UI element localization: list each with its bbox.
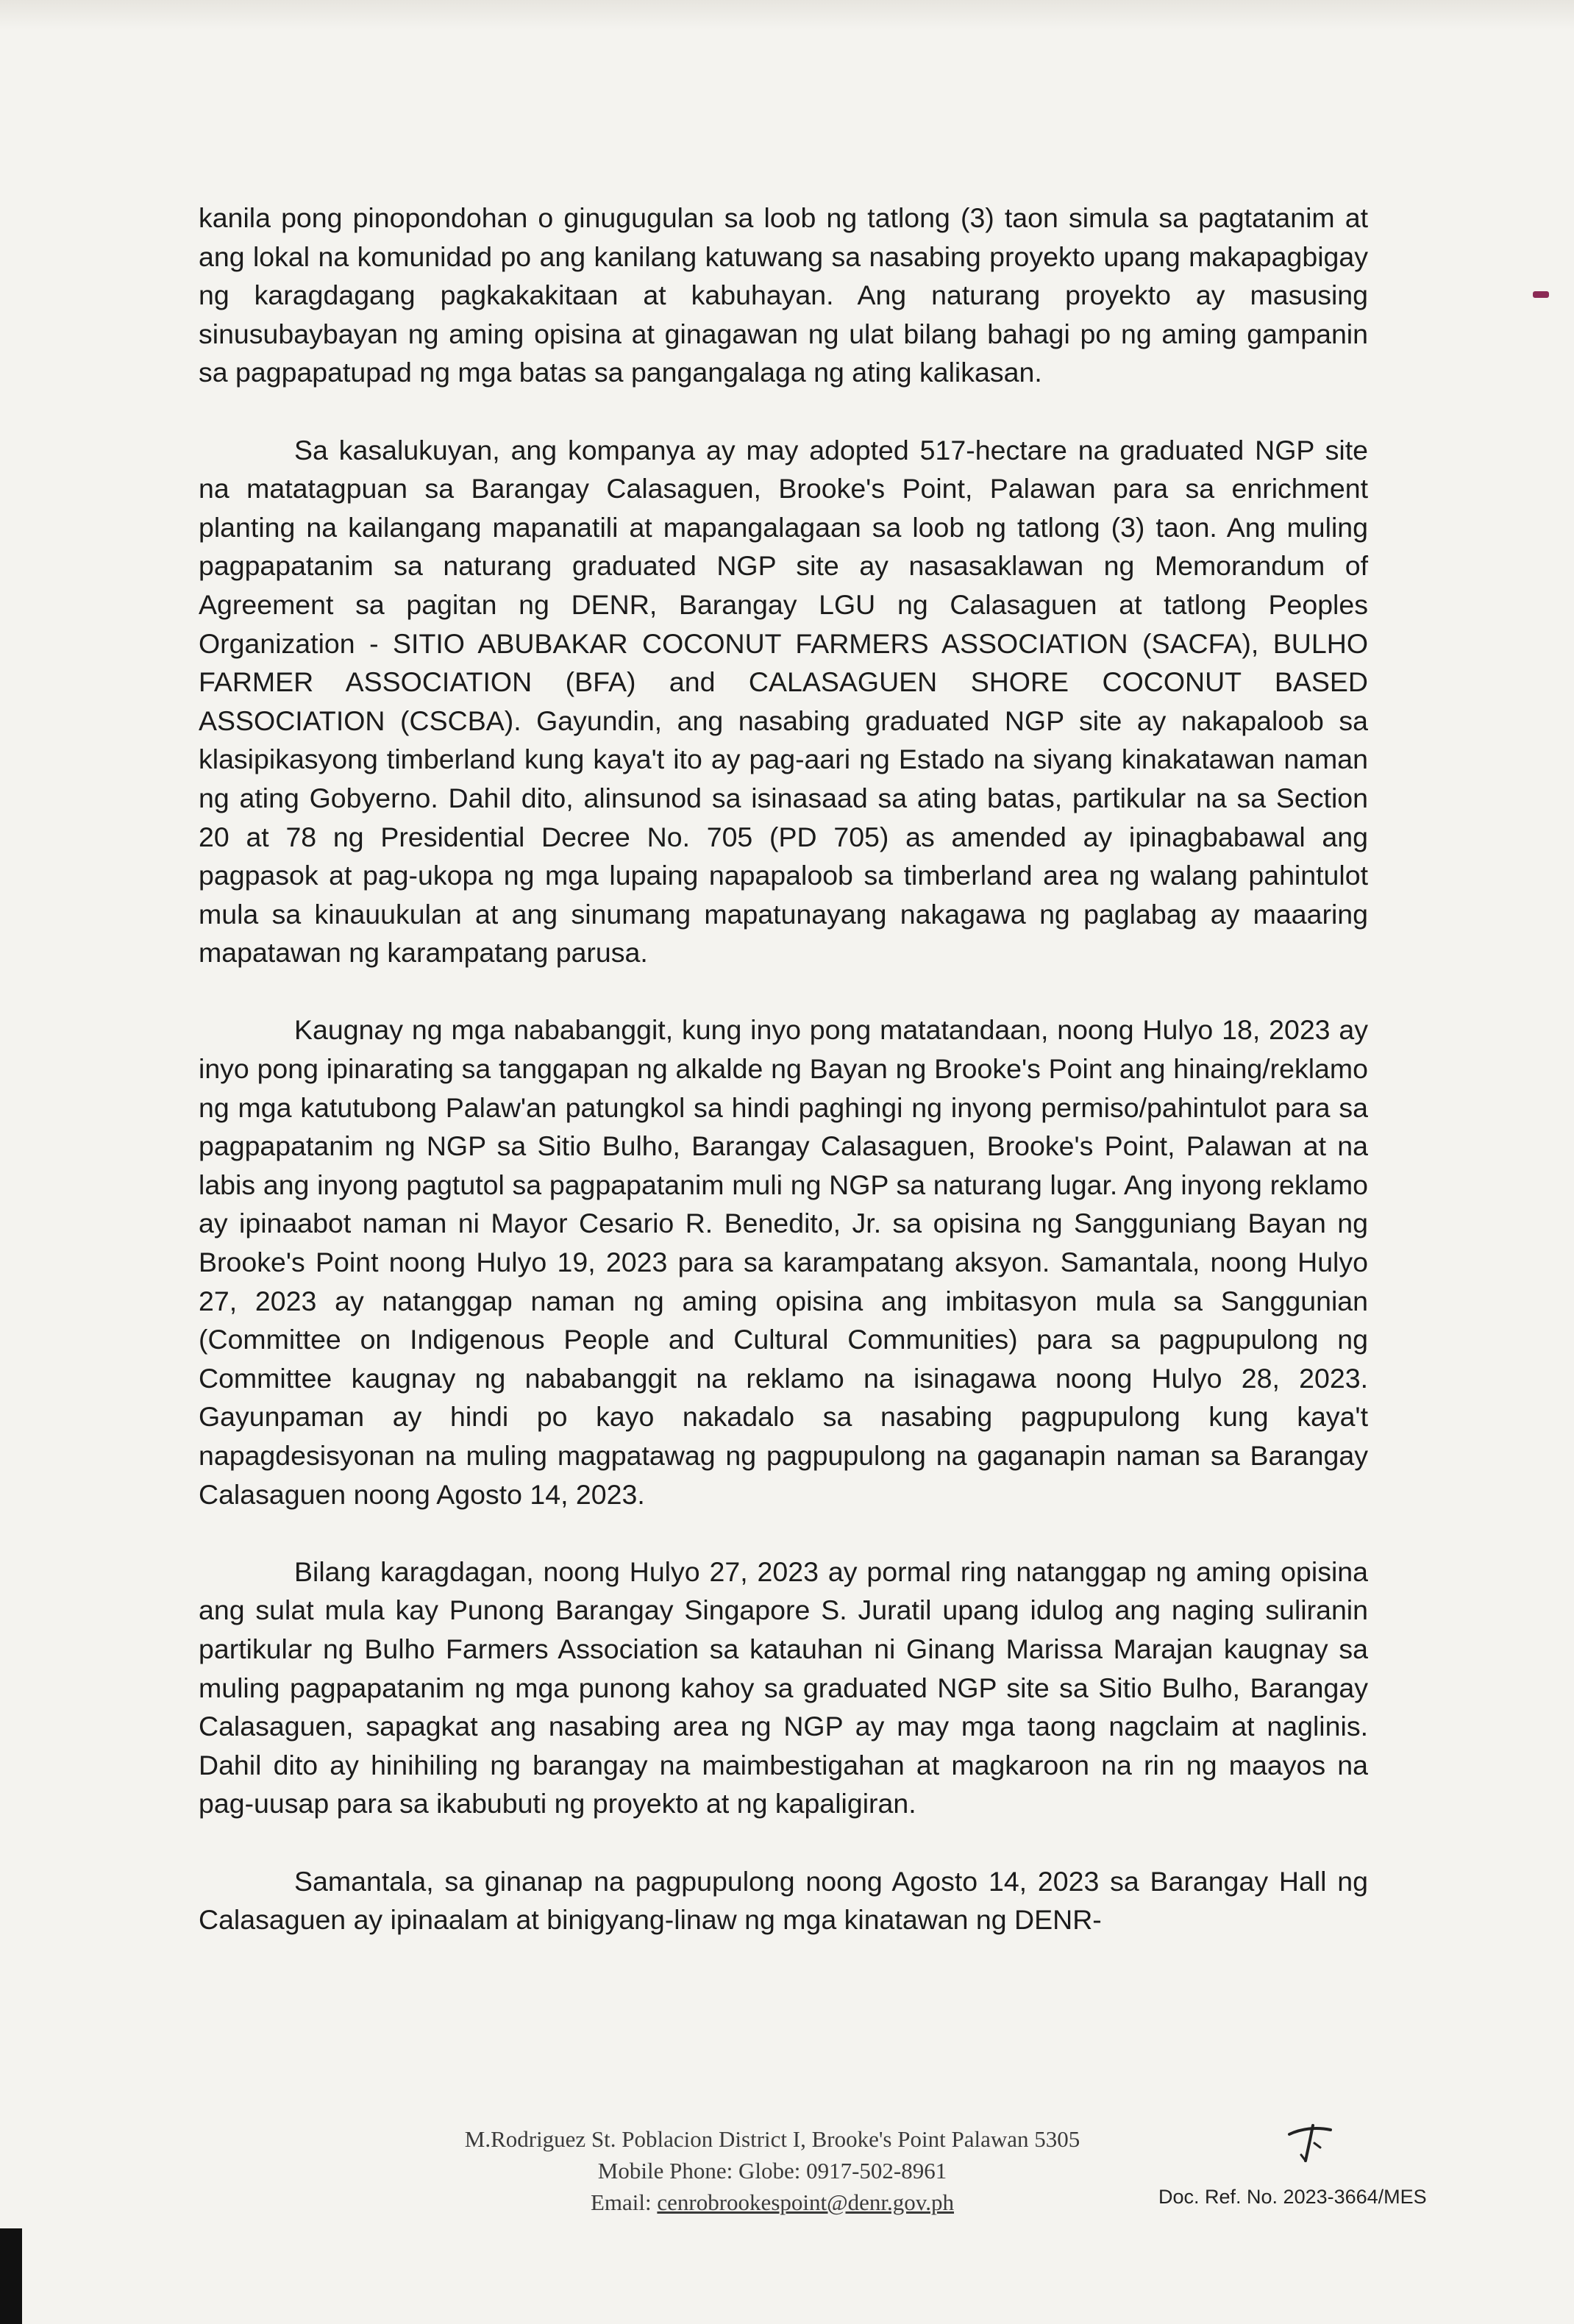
footer-email-line bbox=[368, 2186, 1177, 2218]
letter-body bbox=[199, 199, 1368, 1978]
initials-signature-icon bbox=[1283, 2118, 1335, 2170]
paragraph-complaint: Kaugnay ng mga nababanggit, kung inyo pong matatandaan, noong Hulyo 18, 2023 ay inyo pong ipinarating sa tanggapan ng alkalde ng Bayan ng Brooke's Point ang hinaing/reklamo ng mga katutubong Palaw'an patungkol sa hindi paghingi ng inyong permiso/pahintulot para sa pagpapatanim ng NGP sa Sitio Bulho, Barangay Calasaguen, Brooke's Point, Palawan at na labis ang inyong pagtutol sa pagpapatanim muli ng NGP sa naturang lugar. Ang inyong reklamo ay ipinaabot naman ni Mayor Cesario R. Benedito, Jr. sa opisina ng Sangguniang Bayan ng Brooke's Point noong Hulyo 19, 2023 para sa karampatang aksyon. Samantala, noong Hulyo 27, 2023 ay natanggap naman ng aming opisina ang imbitasyon mula sa Sanggunian (Committee on Indigenous People and Cultural Communities) para sa pagpupulong ng Committee kaugnay ng nababanggit na reklamo na isinagawa noong Hulyo 28, 2023. Gayunpaman ay hindi po kayo nakadalo sa nasabing pagpupulong kung kaya't napagdesisyonan na muling magpatawag ng pagpupulong na gaganapin naman sa Barangay Calasaguen noong Agosto 14, 2023. bbox=[199, 1014, 1368, 1510]
paragraph-continuation: kanila pong pinopondohan o ginugugulan sa loob ng tatlong (3) taon simula sa pagtatanim at ang lokal na komunidad po ang kanilang katuwang sa nasabing proyekto upang makapagbigay ng karagdagang pagkakakitaan at kabuhayan. Ang naturang proyekto ay masusing sinusubaybayan ng aming opisina at ginagawan ng ulat bilang bahagi po ng aming gampanin sa pagpapatupad ng mga batas sa pangangalaga ng ating kalikasan. bbox=[199, 202, 1368, 388]
page-top-edge bbox=[0, 0, 1574, 29]
letter-footer bbox=[368, 2123, 1177, 2218]
footer-email-link[interactable]: cenrobrookespoint@denr.gov.ph bbox=[657, 2189, 955, 2215]
paragraph-barangay-letter: Bilang karagdagan, noong Hulyo 27, 2023 ay pormal ring natanggap ng aming opisina ang sulat mula kay Punong Barangay Singapore S. Juratil upang idulog ang naging suliranin partikular ng Bulho Farmers Association sa katauhan ni Ginang Marissa Marajan kaugnay sa muling pagpapatanim ng mga punong kahoy sa graduated NGP site sa Sitio Bulho, Barangay Calasaguen, sapagkat ang nasabing area ng NGP ay may mga taong nagclaim at naglinis. Dahil dito ay hinihiling ng barangay na maimbestigahan at magkaroon na rin ng maayos na pag-uusap para sa ikabubuti ng proyekto at ng kapaligiran. bbox=[199, 1555, 1368, 1819]
paragraph-meeting: Samantala, sa ginanap na pagpupulong noong Agosto 14, 2023 sa Barangay Hall ng Calasaguen ay ipinaalam at binigyang-linaw ng mga kinatawan ng DENR- bbox=[199, 1865, 1368, 1936]
footer-email-label: Email: bbox=[590, 2189, 658, 2215]
paragraph-adopted-site: Sa kasalukuyan, ang kompanya ay may adopted 517-hectare na graduated NGP site na matatagpuan sa Barangay Calasaguen, Brooke's Point, Palawan para sa enrichment planting na kailangang mapanatili at mapangalagaan sa loob ng tatlong (3) taon. Ang muling pagpapatanim sa naturang graduated NGP site ay nasasaklawan ng Memorandum of Agreement sa pagitan ng DENR, Barangay LGU ng Calasaguen at tatlong Peoples Organization - SITIO ABUBAKAR COCONUT FARMERS ASSOCIATION (SACFA), BULHO FARMER ASSOCIATION (BFA) and CALASAGUEN SHORE COCONUT BASED ASSOCIATION (CSCBA). Gayundin, ang nasabing graduated NGP site ay nakapaloob sa klasipikasyong timberland kung kaya't ito ay pag-aari ng Estado na siyang kinakatawan naman ng ating Gobyerno. Dahil dito, alinsunod sa isinasaad sa ating batas, partikular na sa Section 20 at 78 ng Presidential Decree No. 705 (PD 705) as amended ay ipinagbabawal ang pagpasok at pag-ukopa ng mga lupaing napapaloob sa timberland area ng walang pahintulot mula sa kinauukulan at ang sinumang mapatunayang nakagawa ng paglabag ay maaaring mapatawan ng karampatang parusa. bbox=[199, 434, 1368, 969]
scan-shadow bbox=[0, 2228, 22, 2324]
document-reference: Doc. Ref. No. 2023-3664/MES bbox=[1158, 2186, 1427, 2208]
footer-phone: Mobile Phone: Globe: 0917-502-8961 bbox=[597, 2158, 947, 2184]
footer-address: M.Rodriguez St. Poblacion District I, Brooke's Point Palawan 5305 bbox=[464, 2126, 1080, 2152]
margin-mark bbox=[1533, 291, 1549, 298]
